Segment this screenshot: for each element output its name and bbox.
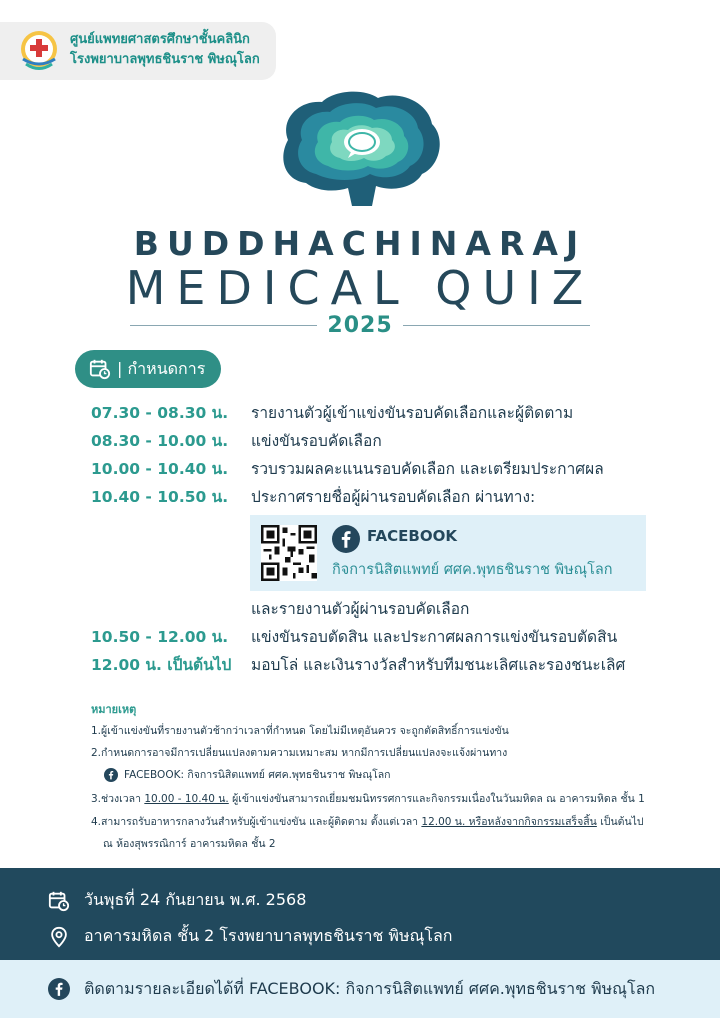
- calendar-clock-icon: [89, 358, 111, 380]
- schedule-desc: รวบรวมผลคะแนนรอบคัดเลือก และเตรียมประกาศผล: [251, 459, 604, 478]
- org-name: [70, 30, 260, 70]
- hospital-logo-icon: [19, 29, 59, 73]
- org-header: [0, 22, 276, 80]
- year-row: [130, 310, 590, 340]
- schedule-row: [91, 596, 470, 620]
- facebook-page-link[interactable]: กิจการนิสิตแพทย์ ศศค.พุทธชินราช พิษณุโลก: [332, 562, 613, 578]
- schedule-time: 10.40 - 10.50 น.: [91, 487, 229, 506]
- divider-right: [403, 325, 590, 326]
- facebook-title: FACEBOOK: [367, 527, 457, 545]
- facebook-icon[interactable]: [48, 978, 70, 1000]
- schedule-desc: รายงานตัวผู้เข้าแข่งขันรอบคัดเลือกและผู้ติดตาม: [251, 403, 574, 422]
- facebook-announcement-box: [250, 515, 646, 591]
- schedule-time: 07.30 - 08.30 น.: [91, 403, 229, 422]
- note-4-time: 12.00 น. หรือหลังจากกิจกรรมเสร็จสิ้น: [421, 816, 597, 828]
- schedule-time: 08.30 - 10.00 น.: [91, 431, 229, 450]
- schedule-desc: มอบโล่ และเงินรางวัลสำหรับทีมชนะเลิศและรองชนะเลิศ: [251, 655, 626, 674]
- note-3-suffix: ผู้เข้าแข่งขันสามารถเยี่ยมชมนิทรรศการและกิจกรรมเนื่องในวันมหิดล ณ อาคารมหิดล ชั้น 1: [228, 793, 645, 805]
- schedule-row: [91, 624, 618, 648]
- schedule-row: [91, 484, 536, 508]
- schedule-time: 10.00 - 10.40 น.: [91, 459, 229, 478]
- schedule-row: [91, 428, 382, 452]
- follow-text[interactable]: ติดตามรายละเอียดได้ที่ FACEBOOK: กิจการนิสิตแพทย์ ศศค.พุทธชินราช พิษณุโลก: [84, 978, 656, 998]
- event-date: วันพุธที่ 24 กันยายน พ.ศ. 2568: [84, 890, 307, 909]
- notes-heading: หมายเหตุ: [91, 703, 137, 716]
- event-venue-row: [48, 924, 452, 949]
- schedule-time: 12.00 น. เป็นต้นไป: [91, 655, 232, 674]
- note-4: [91, 813, 644, 830]
- org-name-line1: ศูนย์แพทยศาสตรศึกษาชั้นคลินิก: [70, 32, 250, 47]
- note-2-facebook: [104, 766, 391, 783]
- schedule-pill: [75, 350, 221, 388]
- event-date-row: [48, 888, 306, 913]
- note-3-time: 10.00 - 10.40 น.: [144, 793, 229, 805]
- facebook-icon[interactable]: [332, 525, 360, 553]
- org-name-line2: โรงพยาบาลพุทธชินราช พิษณุโลก: [70, 52, 260, 67]
- schedule-row: [91, 652, 626, 676]
- title-line2: MEDICAL QUIZ: [125, 261, 595, 315]
- schedule-row: [91, 456, 604, 480]
- title-line1: BUDDHACHINARAJ: [133, 224, 587, 263]
- schedule-desc: แข่งขันรอบคัดเลือก: [251, 431, 382, 450]
- note-3-prefix: 3.ช่วงเวลา: [91, 793, 145, 805]
- brain-chat-icon: [276, 88, 446, 208]
- schedule-desc: แข่งขันรอบตัดสิน และประกาศผลการแข่งขันรอบตัดสิน: [251, 627, 618, 646]
- schedule-desc: ประกาศรายชื่อผู้ผ่านรอบคัดเลือก ผ่านทาง:: [251, 487, 536, 506]
- facebook-icon: [104, 768, 118, 782]
- note-4-line2: ณ ห้องสุพรรณิการ์ อาคารมหิดล ชั้น 2: [103, 838, 276, 850]
- event-venue: อาคารมหิดล ชั้น 2 โรงพยาบาลพุทธชินราช พิษณุโลก: [84, 926, 453, 945]
- event-info-bar: [0, 868, 720, 960]
- note-4-prefix: 4.สามารถรับอาหารกลางวันสำหรับผู้เข้าแข่งขัน และผู้ติดตาม ตั้งแต่เวลา: [91, 816, 422, 828]
- note-3: [91, 790, 645, 807]
- schedule-time: 10.50 - 12.00 น.: [91, 627, 229, 646]
- note-2-facebook-text: FACEBOOK: กิจการนิสิตแพทย์ ศศค.พุทธชินราช พิษณุโลก: [124, 769, 391, 781]
- follow-bar: [0, 960, 720, 1018]
- note-2: 2.กำหนดการอาจมีการเปลี่ยนแปลงตามความเหมาะสม หากมีการเปลี่ยนแปลงจะแจ้งผ่านทาง: [91, 747, 508, 759]
- year-label: 2025: [327, 312, 393, 338]
- schedule-desc: และรายงานตัวผู้ผ่านรอบคัดเลือก: [251, 599, 470, 618]
- note-1: 1.ผู้เข้าแข่งขันที่รายงานตัวช้ากว่าเวลาที่กำหนด โดยไม่มีเหตุอันควร จะถูกตัดสิทธิ์การแข่งขัน: [91, 725, 509, 737]
- divider-left: [130, 325, 317, 326]
- qr-code-icon[interactable]: [261, 525, 317, 581]
- location-pin-icon: [48, 926, 70, 948]
- schedule-row: [91, 400, 574, 424]
- note-4-suffix: เป็นต้นไป: [596, 816, 644, 828]
- calendar-clock-icon: [48, 890, 70, 912]
- schedule-label: | กำหนดการ: [117, 358, 206, 378]
